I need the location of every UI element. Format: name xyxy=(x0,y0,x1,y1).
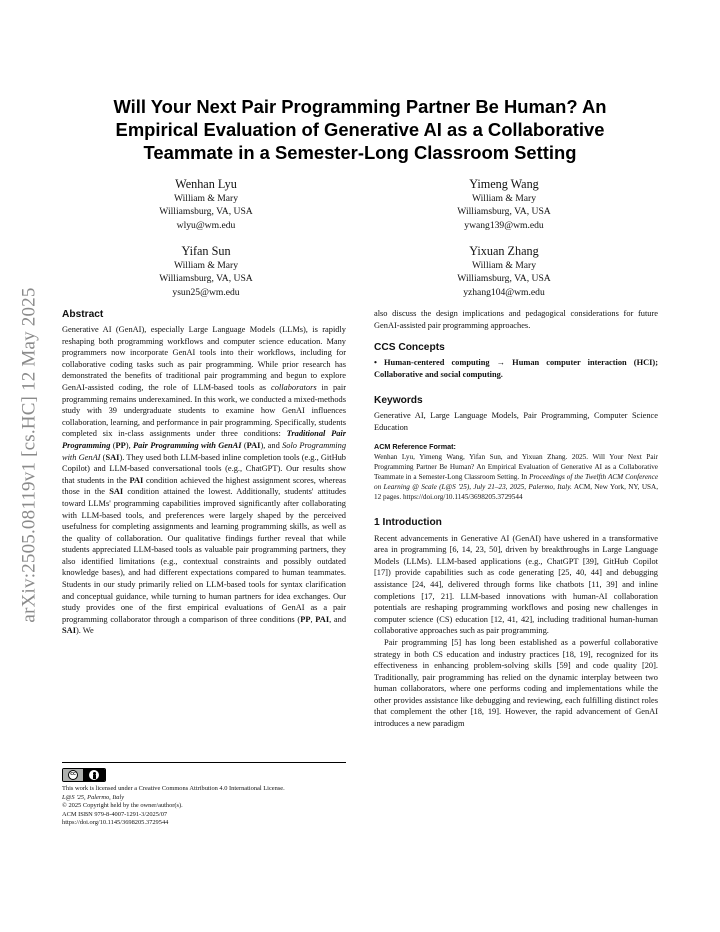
footnote-copyright: © 2025 Copyright held by the owner/author(s). xyxy=(62,802,183,810)
ccs-text: • Human-centered computing → Human computer interaction (HCI); Collaborative and social computing. xyxy=(374,358,658,379)
paper-title xyxy=(70,95,650,164)
footnote-doi: https://doi.org/10.1145/3698205.3729544 xyxy=(62,819,169,827)
author-email: ywang139@wm.edu xyxy=(464,219,544,231)
introduction-paragraph: Pair programming [5] has long been established as a powerful collaborative strategy in both CS education and industry practices [18, 19], recognized for its effectiveness in enhancing problem-solving skills [59] and code quality [20]. Traditionally, pair programming has relied on the dynamic interplay between two human collaborators, where one performs coding and implementations while the other provides assistance like debugging and reviewing, each fulfilling distinct roles that complement the other [18, 19]. However, the rapid advancement of GenAI introduces a new paradigm xyxy=(374,637,658,729)
title-line: Teammate in a Semester-Long Classroom Setting xyxy=(143,142,577,163)
author-location: Williamsburg, VA, USA xyxy=(457,206,551,218)
author-name: Yimeng Wang xyxy=(469,177,539,191)
author-email: ysun25@wm.edu xyxy=(172,286,240,298)
author-email: yzhang104@wm.edu xyxy=(463,286,545,298)
author-affiliation: William & Mary xyxy=(173,193,239,204)
author-name: Yixuan Zhang xyxy=(469,244,539,258)
author-location: Williamsburg, VA, USA xyxy=(159,273,253,285)
introduction-paragraph: Recent advancements in Generative AI (GenAI) have ushered in a transformative area in programming [6, 14, 23, 50], driven by breakthroughs in Large Language Models (LLMs). LLM-based applications (e.g., ChatGPT [39], GitHub Copilot [17]) provide capabilities such as code generating [25, 40, 44] and debugging assistance [24, 44], delivered through forms like chatbots [11, 39] and inline completions [17, 21]. LLM-based innovations with human-AI collaboration potentials are reshaping programming workflows and posing new challenges in computer science (CS) education [12, 41, 42], including traditional human-human collaborative approaches such as pair programming. xyxy=(374,533,658,636)
abstract-text: Generative AI (GenAI), especially Large Language Models (LLMs), is rapidly reshaping both programming workflows and computer science education. Many programmers now incorporate GenAI tools into their workflows, including for collaborative coding tasks such as pair programming. While prior research has demonstrated the benefits of traditional pair programming and begun to explore GenAI-assisted coding, the role of LLM-based tools as collaborators in pair programming remains underexamined. In this work, we conducted a mixed-methods study with 39 undergraduate students to examine how GenAI influences collaboration, learning, and performance in pair programming. Specifically, students completed six in-class assignments under three conditions: Traditional Pair Programming (PP), Pair Programming with GenAI (PAI), and Solo Programming with GenAI (SAI). They used both LLM-based inline completion tools (e.g., GitHub Copilot) and LLM-based conversational tools (e.g., ChatGPT). Our results show that students in the PAI condition achieved the highest assignment scores, whereas those in the SAI condition attained the lowest. Additionally, students' attitudes toward LLMs' programming capabilities improved significantly after collaborating with LLM-based tools, and preferences were largely shaped by the perceived usefulness for completing assignments and learning programming skills, as well as the quality of collaboration. Our qualitative findings further reveal that while students appreciated LLM-based tools as valuable pair programming partners, they also identified limitations (e.g., contextual constraints and possibly outdated knowledge bases), and had different expectations compared to human teammates. Students in our study primarily relied on LLM-based tools for syntax clarification and conceptual guidance, while turning to human partners for idea exchanges. Our study provides one of the first empirical evaluations of GenAI as a pair programming collaborator through a comparison of three conditions (PP, PAI, and SAI). We xyxy=(62,325,347,636)
ccs-heading: CCS Concepts xyxy=(374,342,445,354)
author-affiliation: William & Mary xyxy=(471,260,537,271)
introduction-heading: 1 Introduction xyxy=(374,516,442,528)
abstract-continued: also discuss the design implications and pedagogical considerations for future GenAI-assisted pair programming approaches. xyxy=(374,309,658,330)
left-column xyxy=(62,308,346,645)
acm-reference-text: Wenhan Lyu, Yimeng Wang, Yifan Sun, and Yixuan Zhang. 2025. Will Your Next Pair Programming Partner Be Human? An Empirical Evaluation of Generative AI as a Collaborative Teammate in a Semester-Long Classroom Setting. In Proceedings of the Twelfth ACM Conference on Learning @ Scale (L@S '25), July 21–23, 2025, Palermo, Italy. ACM, New York, NY, USA, 12 pages. https://doi.org/10.1145/3698205.3729544 xyxy=(374,452,659,501)
author-name: Wenhan Lyu xyxy=(175,177,237,191)
author-affiliation: William & Mary xyxy=(173,260,239,271)
arxiv-stamp xyxy=(10,260,50,650)
author-name: Yifan Sun xyxy=(181,244,231,258)
author-block xyxy=(414,243,594,299)
author-email: wlyu@wm.edu xyxy=(176,219,236,231)
footnote xyxy=(62,762,346,828)
abstract-heading: Abstract xyxy=(62,309,104,320)
author-block xyxy=(116,243,296,299)
acm-reference-heading: ACM Reference Format: xyxy=(374,441,456,451)
footnote-isbn: ACM ISBN 979-8-4007-1291-3/2025/07 xyxy=(62,810,168,818)
author-block xyxy=(116,176,296,232)
keywords-text: Generative AI, Large Language Models, Pair Programming, Computer Science Education xyxy=(374,411,658,432)
author-location: Williamsburg, VA, USA xyxy=(457,273,551,285)
license-text: This work is licensed under a Creative Commons Attribution 4.0 International License. xyxy=(62,785,285,792)
title-line: Empirical Evaluation of Generative AI as a Collaborative xyxy=(115,119,605,140)
keywords-heading: Keywords xyxy=(374,395,423,407)
cc-by-license-icon: cc xyxy=(62,768,106,782)
right-column xyxy=(374,308,658,738)
author-location: Williamsburg, VA, USA xyxy=(159,206,253,218)
author-block xyxy=(414,176,594,232)
footnote-venue: L@S '25, Palermo, Italy xyxy=(62,793,125,801)
arxiv-id: arXiv:2505.08119v1 [cs.HC] 12 May 2025 xyxy=(19,287,41,623)
author-affiliation: William & Mary xyxy=(471,193,537,204)
title-line: Will Your Next Pair Programming Partner Be Human? An xyxy=(113,96,607,117)
